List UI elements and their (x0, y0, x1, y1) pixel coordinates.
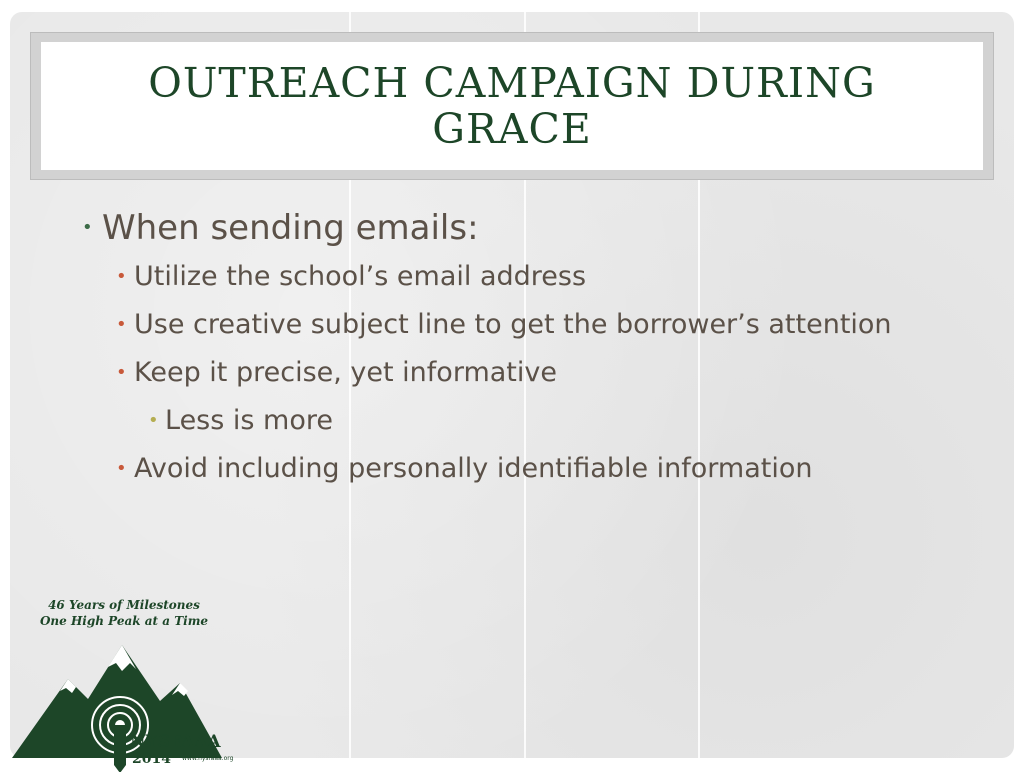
bullet-text: Avoid including personally identifiable information (134, 453, 813, 484)
logo-tagline-line1: 46 Years of Milestones (48, 598, 200, 612)
bullet-dot-icon: • (148, 410, 159, 431)
bullet-item (72, 207, 972, 249)
sub-sub-bullet-item (72, 401, 972, 441)
bullet-text: Utilize the school’s email address (134, 261, 587, 292)
slide (10, 12, 1014, 767)
bullet-dot-icon: • (116, 314, 127, 335)
sub-bullet-item (72, 353, 972, 393)
slide-body (72, 207, 972, 497)
sub-bullet-item (72, 257, 972, 297)
sub-bullet-item (72, 305, 972, 345)
title-box (41, 42, 983, 170)
slide-title: OUTREACH CAMPAIGN DURING GRACE (148, 59, 876, 153)
title-frame (30, 32, 994, 180)
bullet-dot-icon: • (116, 266, 127, 287)
logo-name: NYSFAAA (130, 732, 221, 752)
logo-url: www.nysfaaa.org (182, 755, 234, 762)
logo-year: 2014 (132, 751, 171, 767)
bullet-text: When sending emails: (102, 208, 479, 248)
bullet-dot-icon: • (116, 362, 127, 383)
bullet-text: Less is more (165, 405, 333, 436)
bullet-dot-icon: • (116, 458, 127, 479)
bullet-dot-icon: • (82, 217, 93, 238)
nysfaaa-logo (10, 597, 240, 772)
bullet-text: Use creative subject line to get the borrower’s attention (134, 309, 892, 340)
logo-tagline-line2: One High Peak at a Time (39, 614, 209, 628)
sub-bullet-item (72, 449, 972, 489)
logo-tagline (24, 597, 224, 629)
bullet-text: Keep it precise, yet informative (134, 357, 557, 388)
